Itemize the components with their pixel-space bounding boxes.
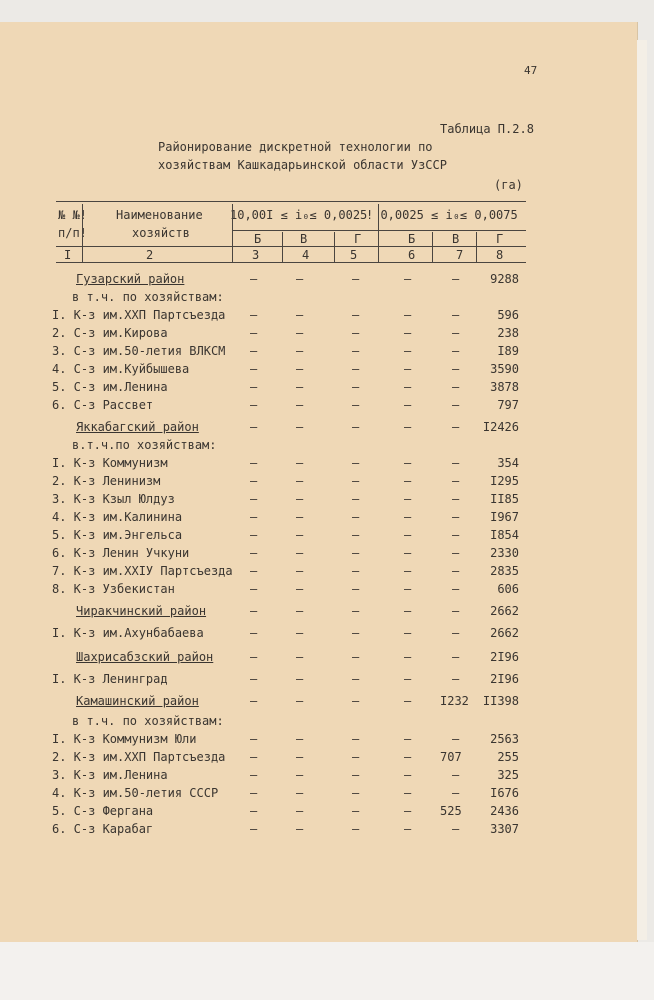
cell-c3: – xyxy=(250,626,258,640)
header-name-top: Наименование xyxy=(116,208,203,222)
table-row xyxy=(0,804,637,822)
cell-c8: 606 xyxy=(497,582,519,596)
subheading-row xyxy=(0,290,637,308)
subheader-v2: В xyxy=(452,232,460,246)
cell-c5: – xyxy=(352,528,360,542)
cell-c3: – xyxy=(250,344,258,358)
cell-c8: 354 xyxy=(497,456,519,470)
cell-c8: 255 xyxy=(497,750,519,764)
cell-c5: – xyxy=(352,456,360,470)
district-row xyxy=(0,604,637,622)
header-sep xyxy=(232,204,233,262)
district-row xyxy=(0,272,637,290)
row-label: Яккабагский район xyxy=(76,420,199,434)
table-row xyxy=(0,456,637,474)
cell-c6: – xyxy=(404,546,412,560)
cell-c7: – xyxy=(452,308,460,322)
cell-c5: – xyxy=(352,474,360,488)
header-top-rule xyxy=(56,201,526,202)
cell-c6: – xyxy=(404,474,412,488)
cell-c5: – xyxy=(352,326,360,340)
table-row xyxy=(0,732,637,750)
cell-c3: – xyxy=(250,694,258,708)
cell-c8: I676 xyxy=(490,786,519,800)
cell-c3: – xyxy=(250,768,258,782)
cell-c8: 325 xyxy=(497,768,519,782)
row-label: 3. К-з Кзыл Юлдуз xyxy=(52,492,175,506)
colnum-2: 2 xyxy=(146,248,154,262)
cell-c7: – xyxy=(452,510,460,524)
header-name-bottom: хозяйств xyxy=(132,226,190,240)
cell-c6: – xyxy=(404,604,412,618)
cell-c5: – xyxy=(352,750,360,764)
cell-c4: – xyxy=(296,420,304,434)
cell-c3: – xyxy=(250,564,258,578)
row-label: 5. С-з им.Ленина xyxy=(52,380,168,394)
row-label: Гузарский район xyxy=(76,272,185,286)
cell-c8: I854 xyxy=(490,528,519,542)
cell-c6: – xyxy=(404,528,412,542)
cell-c3: – xyxy=(250,672,258,686)
cell-c5: – xyxy=(352,510,360,524)
cell-c7: – xyxy=(452,528,460,542)
cell-c7: 525 xyxy=(440,804,462,818)
row-label: I. К-з Коммунизм Юли xyxy=(52,732,197,746)
cell-c5: – xyxy=(352,804,360,818)
header-bottom-rule xyxy=(56,262,526,263)
cell-c5: – xyxy=(352,344,360,358)
colnum-4: 4 xyxy=(302,248,310,262)
cell-c4: – xyxy=(296,326,304,340)
cell-c8: I89 xyxy=(497,344,519,358)
table-row xyxy=(0,528,637,546)
cell-c8: I295 xyxy=(490,474,519,488)
subheader-b1: Б xyxy=(254,232,262,246)
cell-c6: – xyxy=(404,326,412,340)
cell-c7: – xyxy=(452,272,460,286)
cell-c3: – xyxy=(250,308,258,322)
district-row xyxy=(0,420,637,438)
cell-c4: – xyxy=(296,804,304,818)
cell-c7: – xyxy=(452,420,460,434)
row-label: I. К-з им.Ахунбабаева xyxy=(52,626,204,640)
cell-c7: – xyxy=(452,604,460,618)
header-sep xyxy=(282,232,283,262)
cell-c5: – xyxy=(352,626,360,640)
table-row xyxy=(0,582,637,600)
header-mid-rule xyxy=(56,246,526,247)
cell-c8: II398 xyxy=(482,694,519,708)
cell-c8: 3307 xyxy=(490,822,519,836)
cell-c3: – xyxy=(250,822,258,836)
row-label: 4. К-з им.Калинина xyxy=(52,510,183,524)
cell-c5: – xyxy=(352,694,360,708)
header-range2: ! 0,0025 ≤ i₀≤ 0,0075 xyxy=(366,208,518,222)
header-range1: 10,00I ≤ i₀≤ 0,0025 xyxy=(230,208,368,222)
cell-c8: 9288 xyxy=(490,272,519,286)
cell-c8: 2835 xyxy=(490,564,519,578)
colnum-8: 8 xyxy=(496,248,504,262)
cell-c7: – xyxy=(452,768,460,782)
cell-c7: – xyxy=(452,732,460,746)
cell-c4: – xyxy=(296,694,304,708)
cell-c4: – xyxy=(296,474,304,488)
row-label: 5. С-з Фергана xyxy=(52,804,154,818)
cell-c4: – xyxy=(296,650,304,664)
row-label: 6. С-з Карабаг xyxy=(52,822,154,836)
cell-c4: – xyxy=(296,492,304,506)
cell-c4: – xyxy=(296,362,304,376)
row-label: 4. С-з им.Куйбышева xyxy=(52,362,190,376)
cell-c8: 797 xyxy=(497,398,519,412)
row-label: 5. К-з им.Энгельса xyxy=(52,528,183,542)
subheading-row xyxy=(0,438,637,456)
cell-c7: – xyxy=(452,822,460,836)
cell-c6: – xyxy=(404,272,412,286)
cell-c5: – xyxy=(352,546,360,560)
cell-c3: – xyxy=(250,604,258,618)
table-row xyxy=(0,492,637,510)
cell-c3: – xyxy=(250,272,258,286)
table-row xyxy=(0,768,637,786)
cell-c3: – xyxy=(250,786,258,800)
cell-c7: – xyxy=(452,582,460,596)
row-label: I. К-з Ленинград xyxy=(52,672,168,686)
table-row xyxy=(0,750,637,768)
cell-c6: – xyxy=(404,456,412,470)
table-title-line2: хозяйствам Кашкадарьинской области УзССР xyxy=(158,158,447,172)
cell-c6: – xyxy=(404,694,412,708)
cell-c4: – xyxy=(296,564,304,578)
header-sep xyxy=(378,204,379,262)
colnum-3: 3 xyxy=(252,248,260,262)
row-label: Чиракчинский район xyxy=(76,604,207,618)
cell-c6: – xyxy=(404,308,412,322)
cell-c3: – xyxy=(250,546,258,560)
cell-c3: – xyxy=(250,750,258,764)
cell-c5: – xyxy=(352,492,360,506)
table-row xyxy=(0,564,637,582)
cell-c6: – xyxy=(404,420,412,434)
cell-c5: – xyxy=(352,604,360,618)
cell-c3: – xyxy=(250,804,258,818)
cell-c6: – xyxy=(404,822,412,836)
cell-c6: – xyxy=(404,492,412,506)
cell-c7: – xyxy=(452,456,460,470)
table-row xyxy=(0,326,637,344)
cell-c8: I2426 xyxy=(482,420,519,434)
cell-c7: – xyxy=(452,626,460,640)
cell-c3: – xyxy=(250,582,258,596)
cell-c3: – xyxy=(250,420,258,434)
cell-c4: – xyxy=(296,380,304,394)
cell-c8: 2I96 xyxy=(490,672,519,686)
cell-c5: – xyxy=(352,768,360,782)
cell-c4: – xyxy=(296,786,304,800)
cell-c5: – xyxy=(352,362,360,376)
cell-c4: – xyxy=(296,672,304,686)
table-row xyxy=(0,398,637,416)
subheader-rule xyxy=(232,230,526,231)
cell-c7: – xyxy=(452,564,460,578)
header-sep xyxy=(82,204,83,262)
cell-c4: – xyxy=(296,308,304,322)
cell-c4: – xyxy=(296,582,304,596)
page-edge xyxy=(637,40,647,940)
cell-c3: – xyxy=(250,528,258,542)
table-title-line1: Районирование дискретной технологии по xyxy=(158,140,433,154)
colnum-6: 6 xyxy=(408,248,416,262)
row-label: 4. К-з им.50-летия СССР xyxy=(52,786,219,800)
cell-c3: – xyxy=(250,326,258,340)
cell-c8: 238 xyxy=(497,326,519,340)
cell-c7: – xyxy=(452,474,460,488)
cell-c4: – xyxy=(296,510,304,524)
header-num-bottom: п/п! xyxy=(58,226,87,240)
cell-c7: – xyxy=(452,326,460,340)
subheader-v1: В xyxy=(300,232,308,246)
cell-c7: – xyxy=(452,344,460,358)
cell-c6: – xyxy=(404,750,412,764)
cell-c6: – xyxy=(404,380,412,394)
cell-c4: – xyxy=(296,528,304,542)
cell-c8: 2I96 xyxy=(490,650,519,664)
row-label: 2. С-з им.Кирова xyxy=(52,326,168,340)
cell-c6: – xyxy=(404,804,412,818)
row-label: в.т.ч.по хозяйствам: xyxy=(72,438,217,452)
subheading-row xyxy=(0,714,637,732)
colnum-1: I xyxy=(64,248,72,262)
colnum-5: 5 xyxy=(350,248,358,262)
cell-c6: – xyxy=(404,398,412,412)
cell-c6: – xyxy=(404,344,412,358)
row-label: 6. К-з Ленин Учкуни xyxy=(52,546,190,560)
unit-label: (га) xyxy=(494,178,523,192)
cell-c3: – xyxy=(250,380,258,394)
cell-c5: – xyxy=(352,420,360,434)
cell-c8: I967 xyxy=(490,510,519,524)
table-label: Таблица П.2.8 xyxy=(440,122,534,136)
cell-c7: – xyxy=(452,362,460,376)
cell-c6: – xyxy=(404,362,412,376)
subheader-b2: Б xyxy=(408,232,416,246)
table-row xyxy=(0,822,637,840)
cell-c4: – xyxy=(296,822,304,836)
header-num-top: № №! xyxy=(58,208,87,222)
cell-c3: – xyxy=(250,398,258,412)
cell-c7: – xyxy=(452,672,460,686)
cell-c6: – xyxy=(404,768,412,782)
cell-c7: – xyxy=(452,650,460,664)
cell-c6: – xyxy=(404,564,412,578)
subheader-g2: Г xyxy=(496,232,504,246)
cell-c8: 2662 xyxy=(490,604,519,618)
cell-c4: – xyxy=(296,456,304,470)
cell-c7: I232 xyxy=(440,694,469,708)
cell-c8: 3878 xyxy=(490,380,519,394)
row-label: в т.ч. по хозяйствам: xyxy=(72,714,224,728)
cell-c5: – xyxy=(352,650,360,664)
cell-c6: – xyxy=(404,626,412,640)
cell-c4: – xyxy=(296,768,304,782)
table-row xyxy=(0,510,637,528)
cell-c4: – xyxy=(296,626,304,640)
cell-c8: 2662 xyxy=(490,626,519,640)
cell-c4: – xyxy=(296,750,304,764)
cell-c4: – xyxy=(296,272,304,286)
row-label: Камашинский район xyxy=(76,694,199,708)
table-row xyxy=(0,626,637,644)
row-label: 6. С-з Рассвет xyxy=(52,398,154,412)
table-row xyxy=(0,786,637,804)
colnum-7: 7 xyxy=(456,248,464,262)
cell-c3: – xyxy=(250,510,258,524)
cell-c4: – xyxy=(296,604,304,618)
table-row xyxy=(0,380,637,398)
cell-c5: – xyxy=(352,732,360,746)
cell-c3: – xyxy=(250,492,258,506)
page-number: 47 xyxy=(524,64,538,77)
row-label: 3. К-з им.Ленина xyxy=(52,768,168,782)
cell-c7: – xyxy=(452,380,460,394)
cell-c8: 2563 xyxy=(490,732,519,746)
cell-c5: – xyxy=(352,786,360,800)
header-sep xyxy=(476,232,477,262)
cell-c3: – xyxy=(250,362,258,376)
cell-c5: – xyxy=(352,272,360,286)
cell-c4: – xyxy=(296,344,304,358)
header-sep xyxy=(432,232,433,262)
table-row xyxy=(0,308,637,326)
table-row xyxy=(0,362,637,380)
cell-c7: – xyxy=(452,786,460,800)
cell-c3: – xyxy=(250,456,258,470)
header-sep xyxy=(334,232,335,262)
cell-c8: 2436 xyxy=(490,804,519,818)
cell-c8: II85 xyxy=(490,492,519,506)
table-row xyxy=(0,546,637,564)
cell-c5: – xyxy=(352,582,360,596)
cell-c6: – xyxy=(404,510,412,524)
cell-c8: 596 xyxy=(497,308,519,322)
row-label: в т.ч. по хозяйствам: xyxy=(72,290,224,304)
table-row xyxy=(0,344,637,362)
row-label: 7. К-з им.ХХIУ Партсъезда xyxy=(52,564,233,578)
cell-c5: – xyxy=(352,564,360,578)
cell-c3: – xyxy=(250,474,258,488)
scan-background xyxy=(0,942,654,1000)
cell-c8: 2330 xyxy=(490,546,519,560)
table-row xyxy=(0,672,637,690)
cell-c5: – xyxy=(352,672,360,686)
cell-c5: – xyxy=(352,398,360,412)
cell-c6: – xyxy=(404,650,412,664)
cell-c8: 3590 xyxy=(490,362,519,376)
row-label: 8. К-з Узбекистан xyxy=(52,582,175,596)
cell-c6: – xyxy=(404,786,412,800)
district-row xyxy=(0,694,637,712)
row-label: I. К-з Коммунизм xyxy=(52,456,168,470)
cell-c4: – xyxy=(296,546,304,560)
row-label: 3. С-з им.50-летия ВЛКСМ xyxy=(52,344,226,358)
cell-c6: – xyxy=(404,672,412,686)
row-label: 2. К-з им.ХХП Партсъезда xyxy=(52,750,226,764)
cell-c6: – xyxy=(404,732,412,746)
cell-c7: – xyxy=(452,546,460,560)
cell-c5: – xyxy=(352,308,360,322)
cell-c7: – xyxy=(452,492,460,506)
district-row xyxy=(0,650,637,668)
subheader-g1: Г xyxy=(354,232,362,246)
cell-c3: – xyxy=(250,650,258,664)
row-label: 2. К-з Ленинизм xyxy=(52,474,161,488)
cell-c7: – xyxy=(452,398,460,412)
cell-c4: – xyxy=(296,732,304,746)
cell-c4: – xyxy=(296,398,304,412)
row-label: I. К-з им.ХХП Партсъезда xyxy=(52,308,226,322)
table-row xyxy=(0,474,637,492)
cell-c5: – xyxy=(352,380,360,394)
cell-c3: – xyxy=(250,732,258,746)
row-label: Шахрисабзский район xyxy=(76,650,214,664)
cell-c6: – xyxy=(404,582,412,596)
cell-c7: 707 xyxy=(440,750,462,764)
cell-c5: – xyxy=(352,822,360,836)
